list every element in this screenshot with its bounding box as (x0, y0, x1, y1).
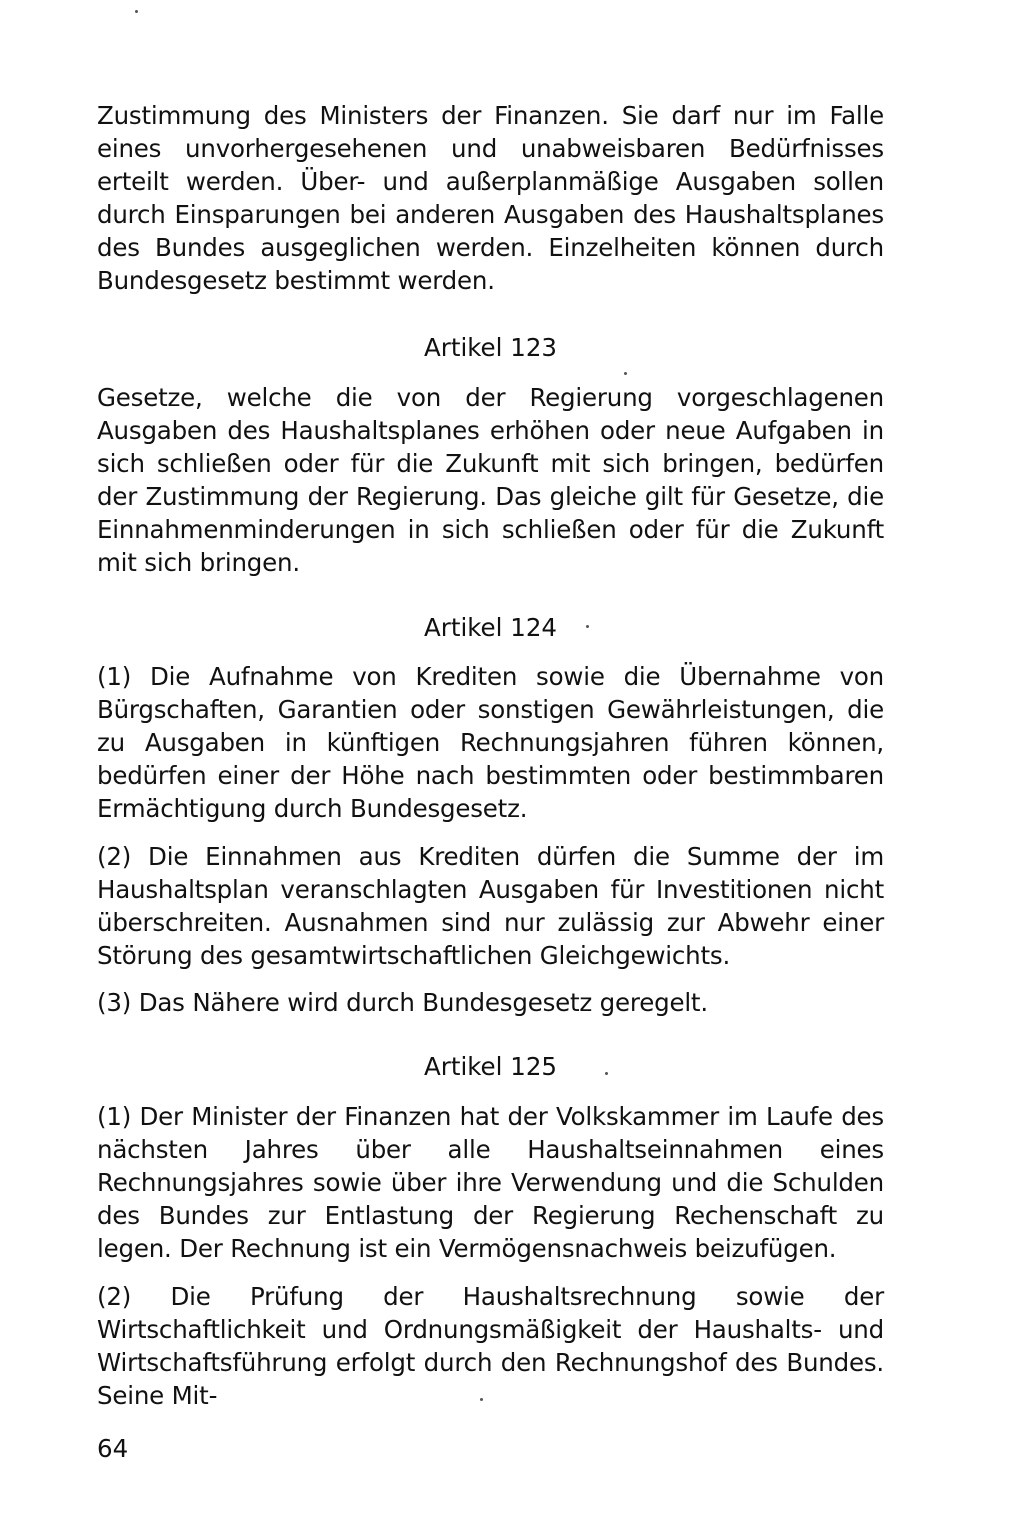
article-123-heading: Artikel 123 (424, 333, 557, 362)
article-124-para-2-block (97, 840, 884, 972)
article-124-paragraph-2: (2) Die Einnahmen aus Krediten dürfen die Summe der im Haushaltsplan veranschlagten Ausgaben für Investitionen nicht überschreiten. Ausnahmen sind nur zulässig zur Abwehr einer Störung des gesamtwirtschaftlichen Gleichgewichts. (97, 842, 884, 970)
article-125-para-1-block (97, 1100, 884, 1265)
article-124-para-3-block (97, 986, 884, 1019)
scan-speck (480, 1398, 483, 1401)
article-125-heading: Artikel 125 (424, 1052, 557, 1081)
article-123-body (97, 381, 884, 579)
article-125-paragraph-2: (2) Die Prüfung der Haushaltsrechnung sowie der Wirtschaftlichkeit und Ordnungsmäßigkeit der Haushalts- und Wirtschaftsführung erfolgt durch den Rechnungshof des Bundes. Seine Mit- (97, 1282, 884, 1410)
article-124-paragraph-3: (3) Das Nähere wird durch Bundesgesetz geregelt. (97, 988, 708, 1017)
scan-speck (624, 372, 627, 375)
article-125-para-2-block (97, 1280, 884, 1412)
intro-paragraph-block (97, 99, 884, 297)
intro-paragraph: Zustimmung des Ministers der Finanzen. Sie darf nur im Falle eines unvorhergesehenen und unabweisbaren Bedürfnisses erteilt werden. Über- und außerplanmäßige Ausgaben sollen durch Einsparungen bei anderen Ausgaben des Haushaltsplanes des Bundes ausgeglichen werden. Einzelheiten können durch Bundesgesetz bestimmt werden. (97, 101, 884, 295)
scan-speck (135, 10, 138, 13)
scan-speck (586, 625, 589, 628)
page-number: 64 (97, 1434, 129, 1463)
article-124-para-1-block (97, 660, 884, 825)
article-124-heading: Artikel 124 (424, 613, 557, 642)
article-124-paragraph-1: (1) Die Aufnahme von Krediten sowie die Übernahme von Bürgschaften, Garantien oder sonstigen Gewährleistungen, die zu Ausgaben in künftigen Rechnungsjahren führen können, bedürfen einer der Höhe nach bestimmten oder bestimmbaren Ermächtigung durch Bundesgesetz. (97, 662, 884, 823)
article-123-paragraph: Gesetze, welche die von der Regierung vorgeschlagenen Ausgaben des Haushaltsplanes erhöhen oder neue Aufgaben in sich schließen oder für die Zukunft mit sich bringen, bedürfen der Zustimmung der Regierung. Das gleiche gilt für Gesetze, die Einnahmenminderungen in sich schließen oder für die Zukunft mit sich bringen. (97, 383, 884, 577)
scan-speck (605, 1072, 608, 1075)
article-125-paragraph-1: (1) Der Minister der Finanzen hat der Volkskammer im Laufe des nächsten Jahres über alle Haushaltseinnahmen eines Rechnungsjahres sowie über ihre Verwendung und die Schulden des Bundes zur Entlastung der Regierung Rechenschaft zu legen. Der Rechnung ist ein Vermögensnachweis beizufügen. (97, 1102, 884, 1263)
